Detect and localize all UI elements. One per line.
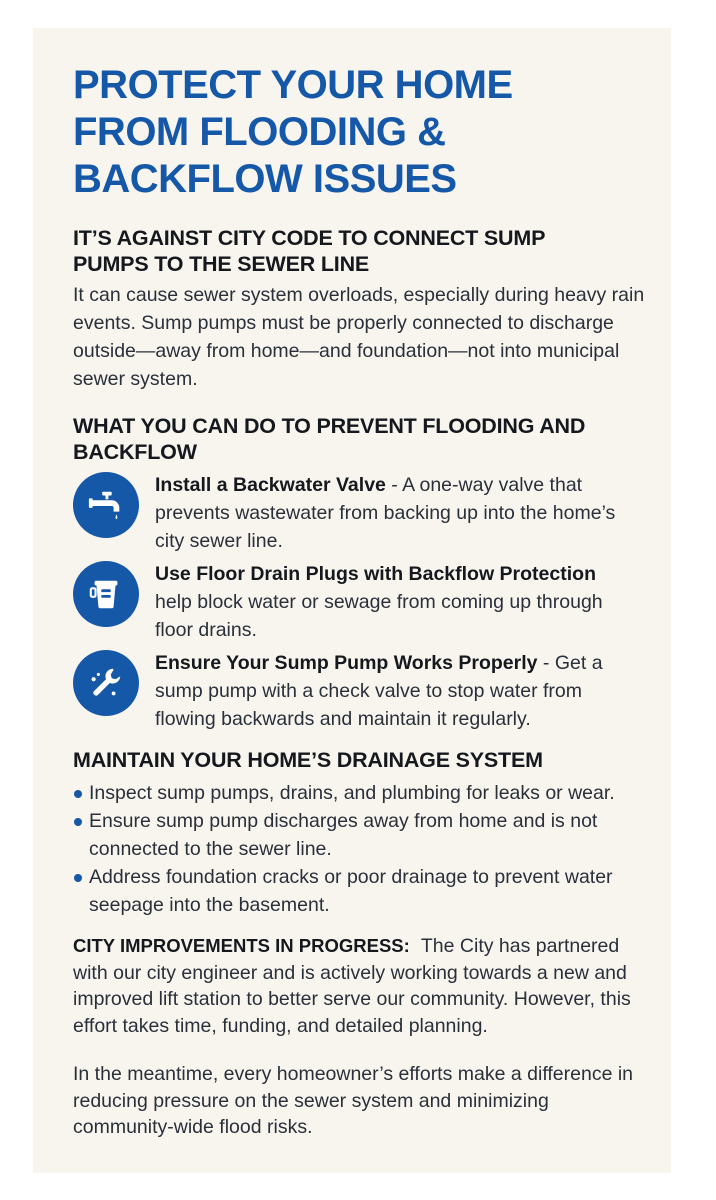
section-maintain-heading: MAINTAIN YOUR HOME’S DRAINAGE SYSTEM — [73, 748, 543, 772]
meantime-note: In the meantime, every homeowner’s efforts make a difference in reducing pressure on the sewer system and minimizing community-wide flood risks. — [73, 1063, 634, 1138]
action-description: help block water or sewage from coming up through floor drains. — [155, 591, 603, 641]
action-floor-drain-plugs — [73, 560, 641, 644]
drain-plug-icon — [73, 561, 139, 627]
list-item: Address foundation cracks or poor drainage to prevent water seepage into the basement. — [73, 863, 641, 919]
action-description: - Get a sump pump with a check valve to stop water from flowing backwards and maintain it regularly. — [155, 652, 603, 730]
city-improvements — [73, 933, 653, 1039]
city-improvements-label: CITY IMPROVEMENTS IN PROGRESS: — [73, 935, 410, 956]
action-backwater-valve — [73, 471, 641, 555]
section-code-heading: IT’S AGAINST CITY CODE TO CONNECT SUMP PUMPS TO THE SEWER LINE — [73, 226, 545, 276]
action-description: - A one-way valve that prevents wastewater from backing up into the home’s city sewer line. — [155, 474, 616, 552]
wrench-icon — [73, 650, 139, 716]
city-improvements-text: The City has partnered with our city engineer and is actively working towards a new and improved lift station to better serve our community. However, this effort takes time, funding, and detailed planning. — [73, 935, 631, 1037]
section-prevent-heading: WHAT YOU CAN DO TO PREVENT FLOODING AND BACKFLOW — [73, 414, 586, 464]
page-title: PROTECT YOUR HOME FROM FLOODING & BACKFLOW ISSUES — [73, 63, 513, 201]
action-title: Use Floor Drain Plugs with Backflow Protection — [155, 563, 596, 585]
list-item: Ensure sump pump discharges away from home and is not connected to the sewer line. — [73, 807, 641, 863]
faucet-icon — [73, 472, 139, 538]
action-sump-pump — [73, 649, 641, 733]
prevention-list — [73, 471, 641, 733]
section-code-body: It can cause sewer system overloads, especially during heavy rain events. Sump pumps must be properly connected to discharge outside—away from home—and foundation—not into municipal sewer system. — [73, 284, 645, 390]
list-item: Inspect sump pumps, drains, and plumbing for leaks or wear. — [73, 779, 641, 807]
action-title: Install a Backwater Valve — [155, 474, 386, 496]
action-title: Ensure Your Sump Pump Works Properly — [155, 652, 538, 674]
flyer-card — [33, 28, 671, 1173]
maintenance-list — [73, 779, 641, 919]
